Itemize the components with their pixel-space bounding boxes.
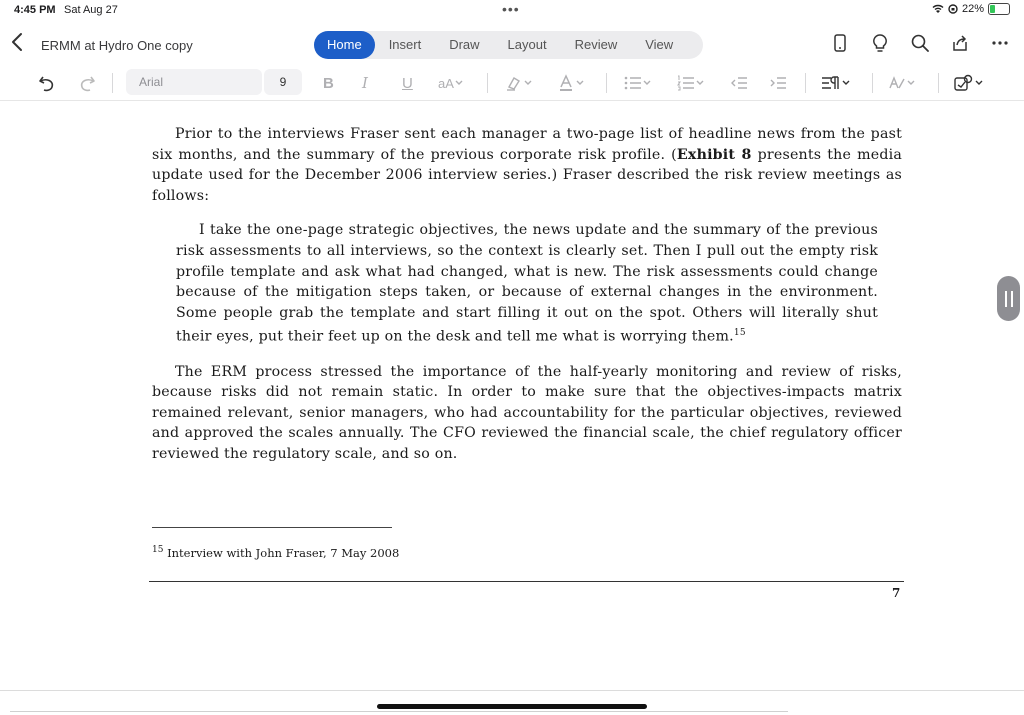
ribbon-divider xyxy=(938,73,939,93)
home-indicator[interactable] xyxy=(377,704,647,709)
more-options-button[interactable] xyxy=(990,33,1010,53)
battery-percent: 22% xyxy=(961,3,984,15)
redo-icon xyxy=(77,73,97,93)
ribbon-divider xyxy=(872,73,873,93)
status-date: Sat Aug 27 xyxy=(64,4,118,16)
title-bar xyxy=(0,28,1024,62)
chevron-down-icon xyxy=(974,79,984,87)
block-quote[interactable] xyxy=(176,220,878,347)
undo-button[interactable] xyxy=(37,70,57,96)
share-icon xyxy=(951,34,969,52)
text-size-label: aA xyxy=(438,75,454,91)
tab-insert[interactable]: Insert xyxy=(388,37,422,52)
status-bar xyxy=(0,0,1024,22)
outdent-icon xyxy=(730,75,748,91)
mobile-view-button[interactable] xyxy=(830,33,850,53)
tab-home[interactable]: Home xyxy=(314,31,375,59)
exhibit-reference: Exhibit 8 xyxy=(676,146,752,163)
paragraph-1-text-b: presents the media update used for the December 2006 interview series.) Fraser described the risk review meetings as follows: xyxy=(152,146,902,204)
home-ribbon xyxy=(0,66,1024,101)
font-name-field[interactable]: Arial xyxy=(126,69,262,95)
font-color-icon xyxy=(557,74,575,92)
numbering-button[interactable] xyxy=(677,70,705,96)
ribbon-divider xyxy=(112,73,113,93)
bullets-button[interactable] xyxy=(624,70,652,96)
document-page[interactable] xyxy=(152,124,902,479)
quote-text: I take the one-page strategic objectives, the news update and the summary of the previous risk assessments to all interviews, so the context is clearly set. Then I pull out the empty risk profile template and ask what had changed, what is new. The risk assessments could change because of the mitigation steps taken, or because of external changes in the environment. Some people grab the template and start filling it out on the spot. Others will literally shut their eyes, put their feet up on the desk and tell me what is worrying them. xyxy=(176,222,878,346)
tab-draw[interactable]: Draw xyxy=(449,37,480,52)
status-indicators xyxy=(932,3,1010,15)
status-time: 4:45 PM xyxy=(14,4,56,16)
tab-review[interactable]: Review xyxy=(574,37,618,52)
ribbon-tabs xyxy=(314,31,703,59)
bold-button[interactable]: B xyxy=(323,74,334,92)
styles-button[interactable] xyxy=(888,70,916,96)
underline-button[interactable]: U xyxy=(402,74,413,92)
footnote-reference[interactable]: 15 xyxy=(733,328,746,339)
chevron-down-icon xyxy=(695,79,705,87)
scroll-handle[interactable] xyxy=(997,276,1020,321)
settings-icon xyxy=(954,74,974,92)
font-size-field[interactable]: 9 xyxy=(264,69,302,95)
chevron-down-icon xyxy=(454,79,464,87)
highlight-button[interactable] xyxy=(505,70,533,96)
styles-pen-icon xyxy=(888,74,906,92)
chevron-down-icon xyxy=(642,79,652,87)
highlighter-icon xyxy=(505,74,523,92)
lightbulb-icon xyxy=(873,34,887,53)
redo-button[interactable] xyxy=(77,70,97,96)
ellipsis-icon xyxy=(992,41,1008,45)
page-number: 7 xyxy=(892,586,901,600)
undo-icon xyxy=(37,73,57,93)
paragraph-1-text-a: Prior to the interviews Fraser sent each manager a two-page list of headline news from the past six months, and the summary of the previous corporate risk profile. ( xyxy=(152,126,902,163)
italic-button[interactable]: I xyxy=(362,74,368,92)
footnote[interactable] xyxy=(152,545,399,560)
chevron-down-icon xyxy=(841,79,851,87)
indent-icon xyxy=(769,75,787,91)
footnote-separator xyxy=(152,527,392,528)
multitasking-dots[interactable]: ••• xyxy=(502,1,520,17)
footnote-number: 15 xyxy=(152,545,164,555)
phone-icon xyxy=(834,34,846,52)
ribbon-divider xyxy=(805,73,806,93)
chevron-down-icon xyxy=(575,79,585,87)
bottom-rule xyxy=(10,711,788,712)
search-button[interactable] xyxy=(910,33,930,53)
numbered-list-icon xyxy=(677,75,695,91)
battery-icon xyxy=(988,3,1010,15)
bulleted-list-icon xyxy=(624,75,642,91)
decrease-indent-button[interactable] xyxy=(730,70,748,96)
review-tools-button[interactable] xyxy=(954,70,984,96)
paragraph-icon xyxy=(821,75,841,91)
share-button[interactable] xyxy=(950,33,970,53)
chevron-left-icon xyxy=(10,31,24,53)
ribbon-divider xyxy=(606,73,607,93)
search-icon xyxy=(911,34,929,52)
page-divider xyxy=(0,690,1024,691)
tab-layout[interactable]: Layout xyxy=(507,37,547,52)
paragraph-1[interactable] xyxy=(152,124,902,206)
tab-view[interactable]: View xyxy=(645,37,674,52)
chevron-down-icon xyxy=(906,79,916,87)
ideas-button[interactable] xyxy=(870,33,890,53)
footnote-text: Interview with John Fraser, 7 May 2008 xyxy=(163,545,400,560)
document-title[interactable]: ERMM at Hydro One copy xyxy=(41,38,193,53)
chevron-down-icon xyxy=(523,79,533,87)
orientation-lock-icon xyxy=(948,4,958,14)
increase-indent-button[interactable] xyxy=(769,70,787,96)
ribbon-divider xyxy=(487,73,488,93)
text-size-button[interactable] xyxy=(438,70,464,96)
paragraph-2[interactable]: The ERM process stressed the importance of the half-yearly monitoring and review of risks, because risks did not remain static. In order to make sure that the objectives-impacts matrix remained relevant, senior managers, who had accountability for the particular objectives, reviewed and approved the scales annually. The CFO reviewed the financial scale, the chief regulatory officer reviewed the regulatory scale, and so on. xyxy=(152,363,902,463)
back-button[interactable] xyxy=(10,31,24,59)
title-actions xyxy=(830,33,1010,53)
font-color-button[interactable] xyxy=(557,70,585,96)
page-footer-rule xyxy=(149,581,904,582)
paragraph-format-button[interactable] xyxy=(821,70,851,96)
wifi-icon xyxy=(932,4,944,14)
